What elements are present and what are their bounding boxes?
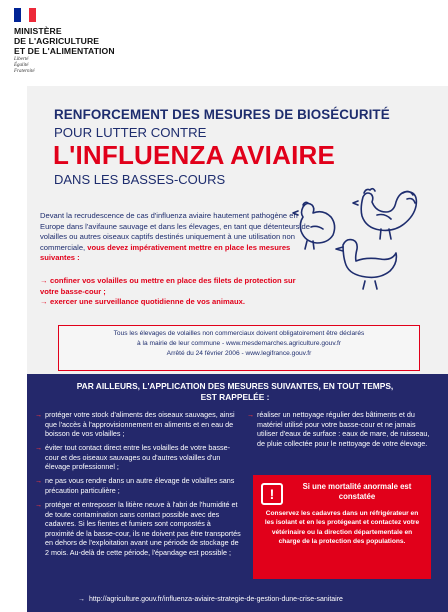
- footer-link[interactable]: [78, 596, 343, 603]
- measure-item: [35, 500, 241, 558]
- ministry-line: ET DE L'ALIMENTATION: [14, 46, 115, 56]
- notice-line: Tous les élevages de volailles non commerciaux doivent obligatoirement être déclarés: [113, 330, 365, 337]
- declaration-notice: [58, 325, 420, 371]
- header: [0, 0, 448, 86]
- duck-icon: [336, 240, 396, 289]
- motto-line: Fraternité: [14, 69, 35, 74]
- title-subtitle: DANS LES BASSES-COURS: [54, 172, 226, 187]
- arrow-icon: →: [35, 500, 43, 509]
- intro-paragraph: [40, 211, 310, 264]
- mortality-alert: [253, 475, 431, 579]
- intro-emphasis: vous devez impérativement mettre en place les mesures suivantes :: [40, 242, 291, 262]
- measure-item: [35, 443, 241, 472]
- measure-item: [35, 476, 241, 495]
- ministry-name: [14, 26, 115, 56]
- arrow-icon: →: [40, 297, 48, 306]
- republic-motto: [14, 57, 35, 75]
- bullet-text: confiner vos volailles ou mettre en place des filets de protection sur votre basse-cour ;: [40, 276, 296, 296]
- measure-text: protéger votre stock d'aliments des oiseaux sauvages, ainsi que l'accès à l'approvisionnement en aliments et en eau de boisson de vos volailles ;: [45, 410, 235, 439]
- arrow-icon: →: [78, 596, 85, 603]
- arrow-icon: →: [40, 276, 48, 285]
- list-item: [40, 276, 310, 297]
- measures-heading: [40, 381, 430, 403]
- arrow-icon: →: [247, 410, 255, 419]
- motto-line: Égalité: [14, 63, 29, 68]
- rooster-icon: [353, 189, 416, 239]
- headline: RENFORCEMENT DES MESURES DE BIOSÉCURITÉ: [54, 107, 390, 122]
- poultry-illustration: [285, 185, 435, 295]
- alert-body: Conservez les cadavres dans un réfrigérateur en les isolant et en les protégeant et contactez votre vétérinaire ou la direction départementale en charge de la protection des populations.: [264, 510, 420, 546]
- main-title: L'INFLUENZA AVIAIRE: [53, 140, 336, 170]
- motto-line: Liberté: [14, 57, 29, 62]
- measures-heading-line: EST RAPPELÉE :: [200, 392, 270, 402]
- french-flag-logo: [14, 8, 36, 22]
- measure-text: ne pas vous rendre dans un autre élevage de volailles sans précaution particulière ;: [45, 476, 235, 495]
- subheadline: POUR LUTTER CONTRE: [54, 125, 207, 140]
- warning-icon: !: [261, 483, 283, 505]
- measure-item: [35, 410, 241, 439]
- notice-link[interactable]: Arrêté du 24 février 2006 - www.legifrance.gouv.fr: [166, 350, 312, 357]
- intro-text: Devant la recrudescence de cas d'influenza aviaire hautement pathogène en Europe dans l'avifaune sauvage et dans les élevages, en tant que détenteurs de volailles ou autres oiseaux captifs destinés uniquement à une utilisation non commerciale,: [40, 211, 310, 252]
- footer-url[interactable]: http://agriculture.gouv.fr/influenza-aviaire-strategie-de-gestion-dune-crise-sanitaire: [89, 596, 343, 603]
- measure-text: réaliser un nettoyage régulier des bâtiments et du matériel utilisé pour votre basse-cour et ne jamais utiliser d'eaux de surface : eaux de mare, de ruisseau, de pluie collectée pour le nettoyage de votre élevage.: [257, 410, 430, 448]
- measures-heading-line: PAR AILLEURS, L'APPLICATION DES MESURES SUIVANTES, EN TOUT TEMPS,: [76, 381, 394, 391]
- alert-heading: Si une mortalité anormale est constatée: [302, 482, 412, 501]
- bullet-text: exercer une surveillance quotidienne de vos animaux.: [50, 297, 245, 306]
- measure-text: éviter tout contact direct entre les volailles de votre basse-cour et des oiseaux sauvages ou d'autres volailles d'un élevage professionnel ;: [45, 443, 230, 472]
- measure-text: protéger et entreposer la litière neuve à l'abri de l'humidité et de toute contamination sans contact possible avec des cadavres. Si les fientes et fumiers sont compostés à proximité de la basse-cour, ils ne doivent pas être transportés en dehors de l'exploitation avant une période de stockage de 2 mois. Au-delà de cette période, l'épandage est possible ;: [45, 500, 241, 557]
- ministry-line: MINISTÈRE: [14, 26, 62, 36]
- list-item: [40, 297, 310, 308]
- hen-icon: [293, 202, 335, 249]
- measure-item: [247, 410, 433, 448]
- arrow-icon: →: [35, 443, 43, 452]
- ministry-line: DE L'AGRICULTURE: [14, 36, 100, 46]
- arrow-icon: →: [35, 410, 43, 419]
- arrow-icon: →: [35, 476, 43, 485]
- notice-link[interactable]: à la mairie de leur commune - www.mesdemarches.agriculture.gouv.fr: [137, 340, 341, 347]
